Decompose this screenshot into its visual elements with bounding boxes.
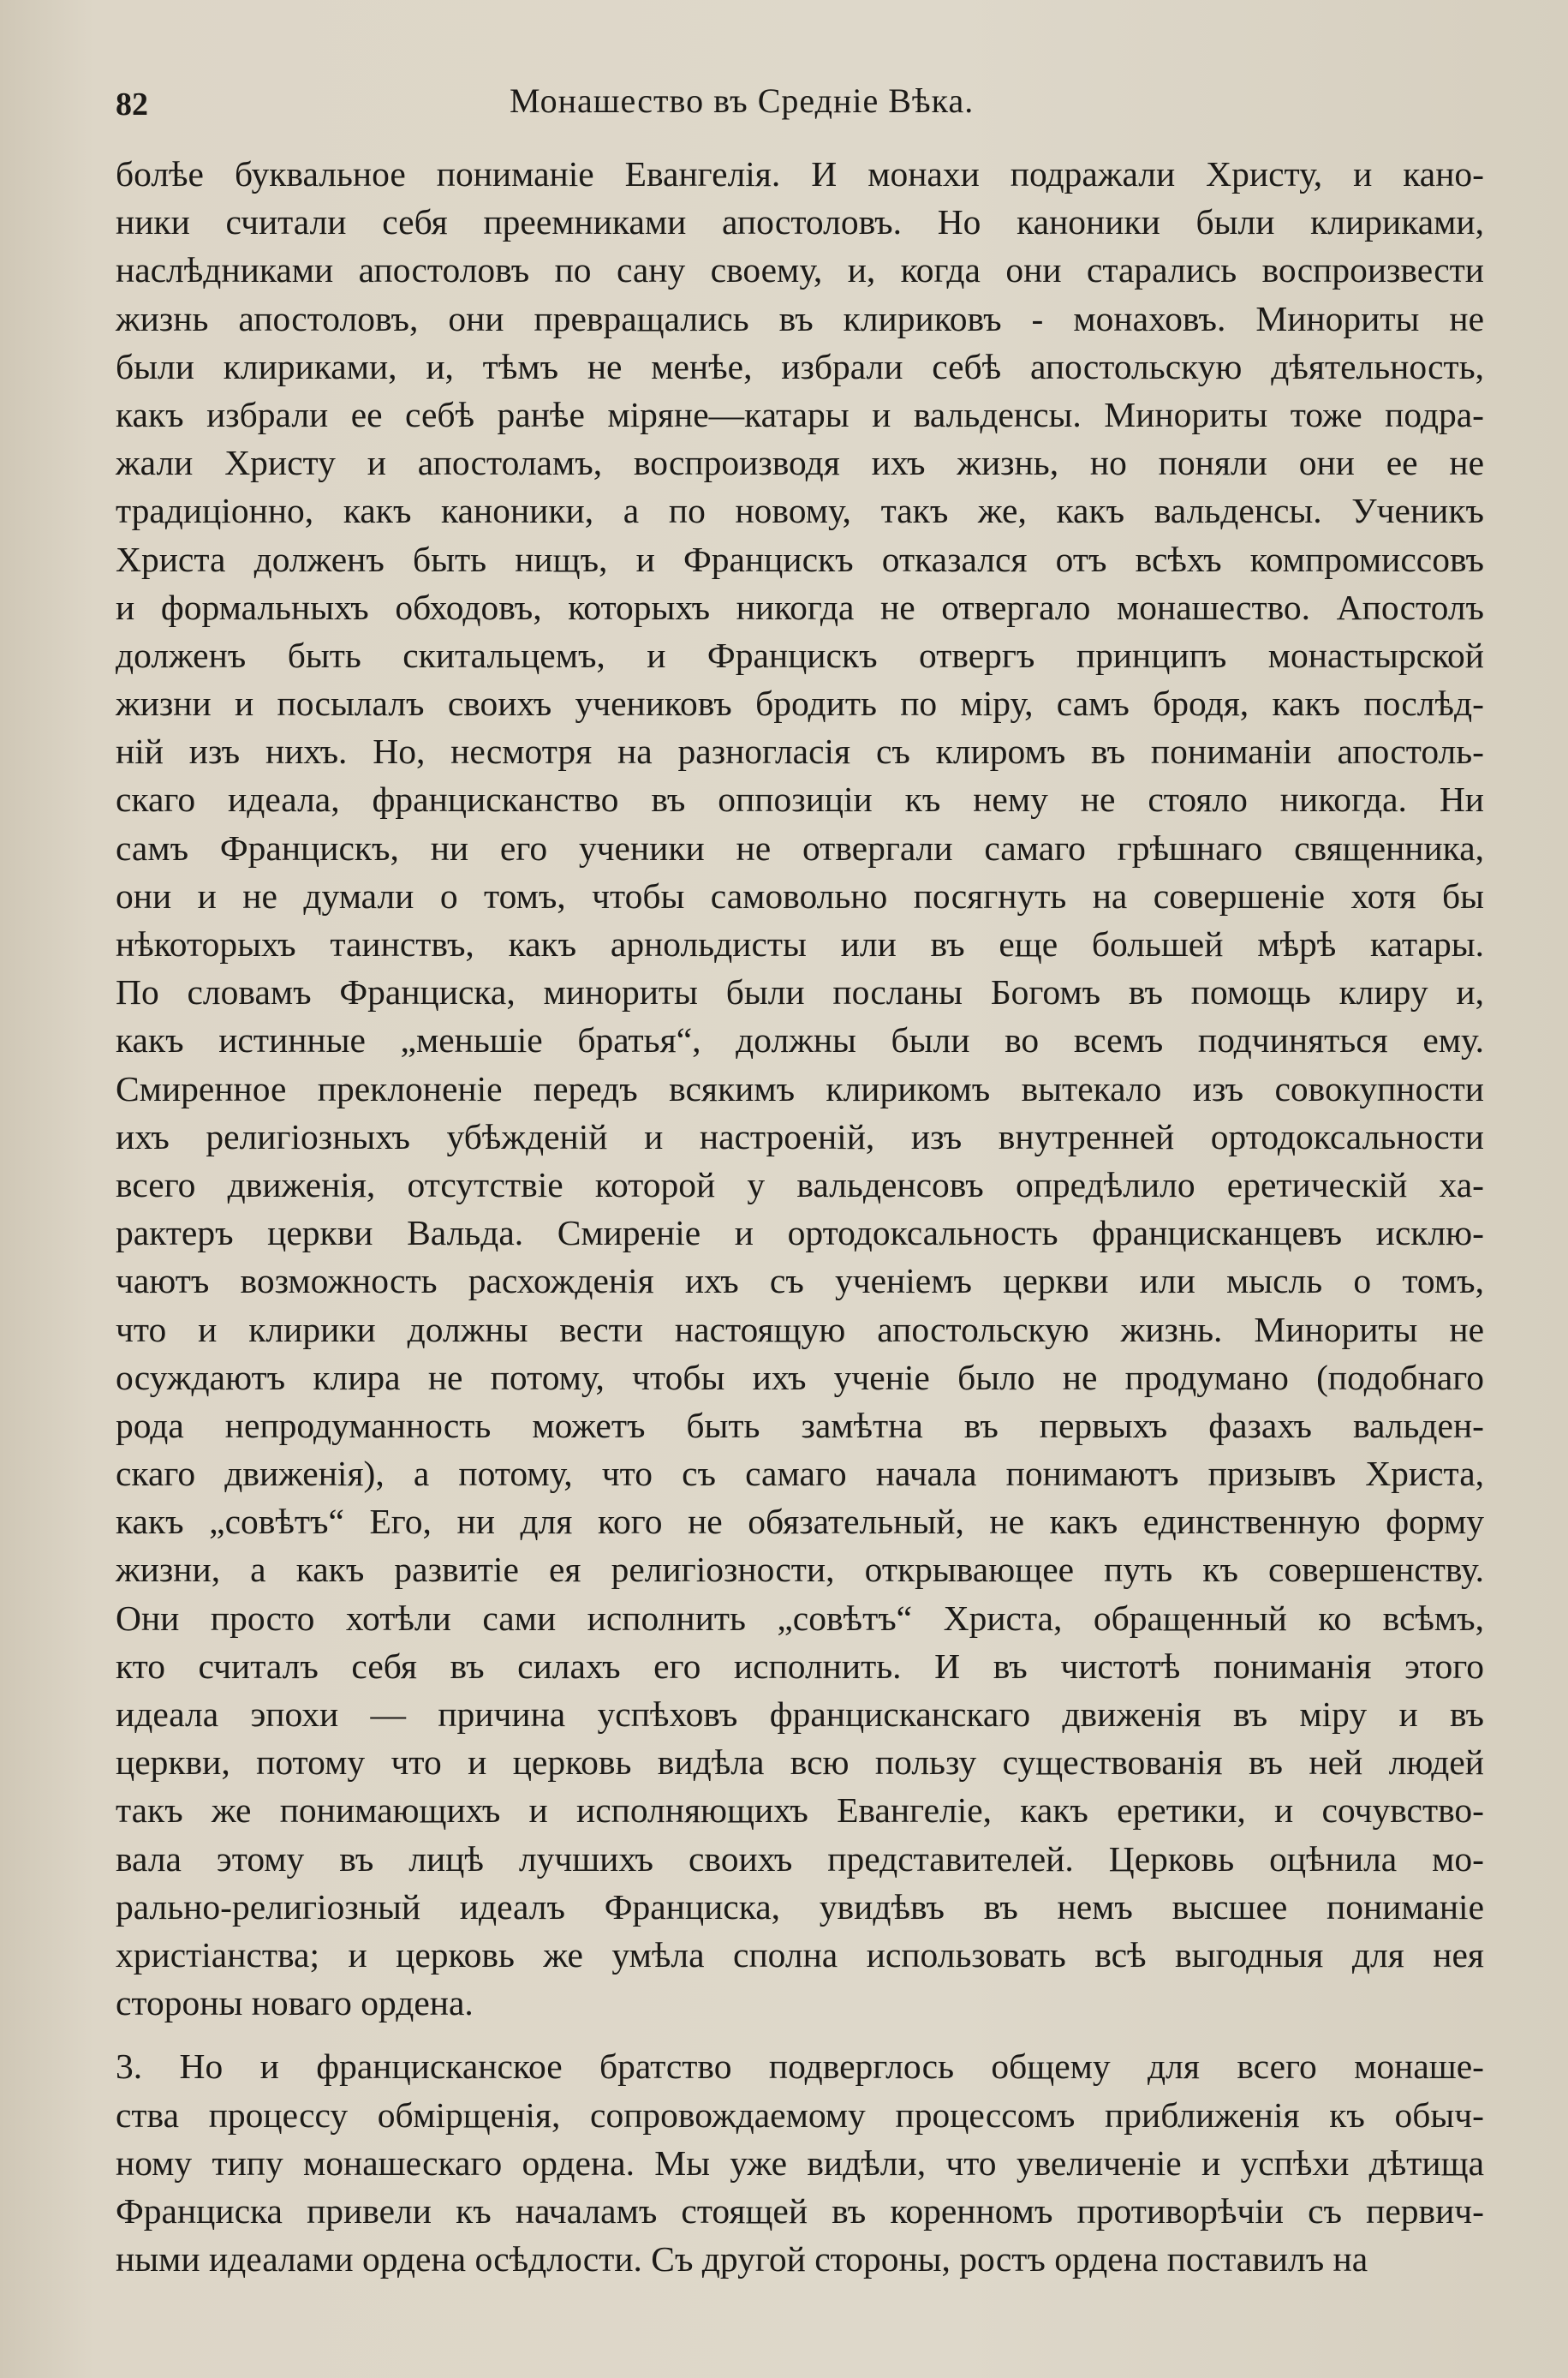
text-line: ному типу монашескаго ордена. Мы уже видѣли, что увеличенiе и успѣхи дѣтища [116,2142,1484,2183]
text-line: 3. Но и францисканское братство подверглось общему для всего монаше- [116,2046,1484,2087]
text-line: что и клирики должны вести настоящую апостольскую жизнь. Минориты не [116,1309,1484,1349]
text-line: жизни, а какъ развитiе ея религiозности, открывающее путь къ совершенству. [116,1550,1484,1590]
text-line: жизнь апостоловъ, они превращались въ клириковъ - монаховъ. Минориты не [116,298,1484,338]
paragraph-1 [116,150,1484,2027]
text-line: христiанства; и церковь же умѣла сполна использовать всѣ выгодныя для нея [116,1934,1484,1975]
paragraph-gap [116,2027,1484,2042]
page-header [116,75,1486,127]
text-line: стороны новаго ордена. [116,1983,474,2023]
text-line: какъ истинные „меньшiе братья“, должны были во всемъ подчиняться ему. [116,1020,1484,1061]
text-line: какъ избрали ее себѣ ранѣе мiряне—катары и вальденсы. Минориты тоже подра- [116,394,1484,434]
running-title: Монашество въ Среднiе Вѣка. [510,81,975,120]
text-line: ники считали себя преемниками апостоловъ. Но каноники были клириками, [116,202,1484,242]
text-line: нѣкоторыхъ таинствъ, какъ арнольдисты или въ еще большей мѣрѣ катары. [116,924,1484,964]
text-line: скаго движенiя), а потому, что съ самаго начала понимаютъ призывъ Христа, [116,1454,1484,1494]
text-line: осуждаютъ клира не потому, чтобы ихъ ученiе было не продумано (подобнаго [116,1357,1484,1397]
text-line: какъ „совѣтъ“ Его, ни для кого не обязательный, не какъ единственную форму [116,1502,1484,1542]
text-line: кто считалъ себя въ силахъ его исполнить. И въ чистотѣ пониманiя этого [116,1646,1484,1686]
text-line: традицiонно, какъ каноники, а по новому, такъ же, какъ вальденсы. Ученикъ [116,491,1484,531]
text-line: ными идеалами ордена осѣдлости. Съ другой стороны, ростъ ордена поставилъ на [116,2239,1368,2279]
text-line: скаго идеала, францисканство въ оппозицiи къ нему не стояло никогда. Ни [116,780,1484,820]
page-number: 82 [116,87,148,122]
text-line: нiй изъ нихъ. Но, несмотря на разногласiя съ клиромъ въ пониманiи апостоль- [116,732,1484,772]
text-line: чаютъ возможность расхожденiя ихъ съ ученiемъ церкви или мысль о томъ, [116,1261,1484,1301]
text-line: наслѣдниками апостоловъ по сану своему, и, когда они старались воспроизвести [116,250,1484,290]
text-line: рактеръ церкви Вальда. Смиренiе и ортодоксальность францисканцевъ исклю- [116,1213,1484,1253]
text-line: самъ Францискъ, ни его ученики не отвергали самаго грѣшнаго священника, [116,828,1484,868]
text-line: ихъ религiозныхъ убѣжденiй и настроенiй, изъ внутренней ортодоксальности [116,1116,1484,1156]
text-line: церкви, потому что и церковь видѣла всю пользу существованiя въ ней людей [116,1742,1484,1783]
text-line: и формальныхъ обходовъ, которыхъ никогда не отвергало монашество. Апостолъ [116,587,1484,627]
text-line: долженъ быть скитальцемъ, и Францискъ отвергъ принципъ монастырской [116,635,1484,675]
text-line: рально-религiозный идеалъ Франциска, увидѣвъ въ немъ высшее пониманiе [116,1886,1484,1927]
text-line: Они просто хотѣли сами исполнить „совѣтъ“ Христа, обращенный ко всѣмъ, [116,1598,1484,1638]
text-line: всего движенiя, отсутствiе которой у вальденсовъ опредѣлило еретическiй ха- [116,1164,1484,1204]
text-line: Христа долженъ быть нищъ, и Францискъ отказался отъ всѣхъ компромиссовъ [116,539,1484,579]
text-line: были клириками, и, тѣмъ не менѣе, избрали себѣ апостольскую дѣятельность, [116,346,1484,386]
text-line: ства процессу обмiрщенiя, сопровождаемому процессомъ приближенiя къ обыч- [116,2094,1484,2135]
body-text [116,150,1484,2283]
text-line: жали Христу и апостоламъ, воспроизводя ихъ жизнь, но поняли они ее не [116,443,1484,483]
text-line: рода непродуманность можетъ быть замѣтна въ первыхъ фазахъ вальден- [116,1405,1484,1445]
text-line: идеала эпохи — причина успѣховъ францисканскаго движенiя въ мiру и въ [116,1694,1484,1734]
text-line: Франциска привели къ началамъ стоящей въ коренномъ противорѣчiи съ первич- [116,2190,1484,2231]
text-line: такъ же понимающихъ и исполняющихъ Евангелiе, какъ еретики, и сочувство- [116,1790,1484,1831]
paragraph-2 [116,2042,1484,2283]
text-line: По словамъ Франциска, минориты были посланы Богомъ въ помощь клиру и, [116,972,1484,1013]
text-line: Смиренное преклоненiе передъ всякимъ клирикомъ вытекало изъ совокупности [116,1068,1484,1108]
text-line: болѣе буквальное пониманiе Евангелiя. И монахи подражали Христу, и кано- [116,154,1484,194]
text-line: жизни и посылалъ своихъ учениковъ бродить по мiру, самъ бродя, какъ послѣд- [116,684,1484,724]
text-line: вала этому въ лицѣ лучшихъ своихъ представителей. Церковь оцѣнила мо- [116,1838,1484,1879]
text-line: они и не думали о томъ, чтобы самовольно посягнуть на совершенiе хотя бы [116,875,1484,916]
